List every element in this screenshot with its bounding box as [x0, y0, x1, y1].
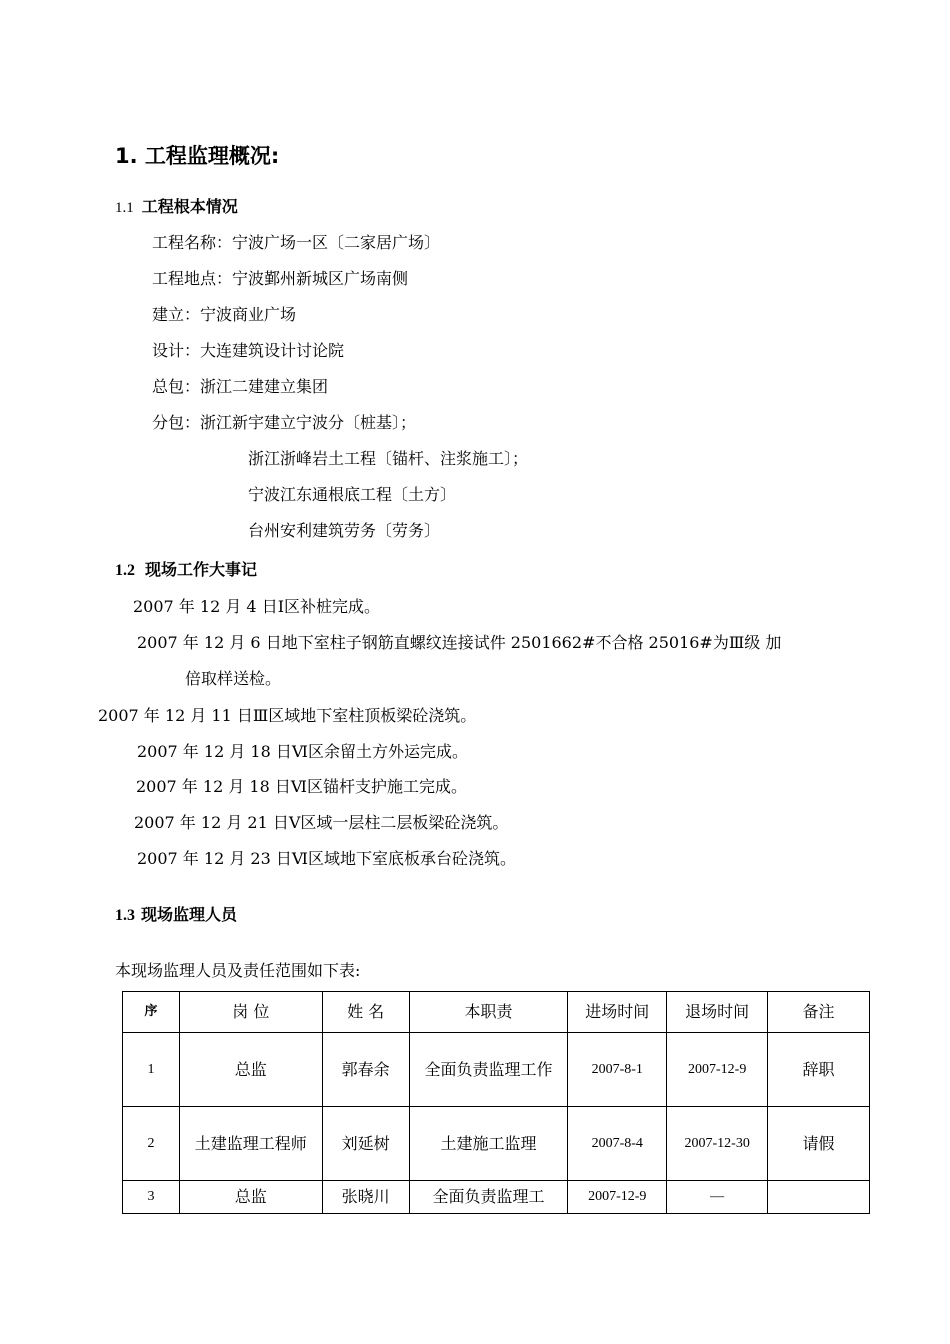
table-cell: 2007-12-30: [667, 1107, 768, 1181]
project-design: 设计：大连建筑设计讨论院: [152, 341, 345, 360]
project-name: 工程名称：宁波广场一区〔二家居广场〕: [152, 233, 441, 252]
section-title: 工程根本情况: [141, 197, 238, 216]
event-item-continuation: 倍取样送检。: [185, 669, 282, 688]
header-cell: 退场时间: [667, 992, 768, 1033]
event-item: 2007 年 12 月 11 日Ⅲ区域地下室柱顶板梁砼浇筑。: [98, 706, 477, 725]
table-cell: [768, 1181, 870, 1214]
table-cell: 2007-12-9: [667, 1033, 768, 1107]
project-subcontractor-3: 宁波江东通根底工程〔土方〕: [248, 485, 457, 504]
table-header-row: [123, 992, 870, 1033]
event-item: 2007 年 12 月 18 日Ⅵ区锚杆支护施工完成。: [136, 777, 467, 796]
table-cell: 土建施工监理: [409, 1107, 568, 1181]
header-cell: 岗 位: [179, 992, 322, 1033]
header-cell: 序: [123, 992, 180, 1033]
project-location: 工程地点：宁波鄞州新城区广场南侧: [152, 269, 409, 288]
event-item: 2007 年 12 月 6 日地下室柱子钢筋直螺纹连接试件 2501662#不合格 25016#为Ⅲ级 加: [137, 633, 782, 652]
staff-table: [122, 991, 870, 1214]
table-cell: 全面负责监理工: [409, 1181, 568, 1214]
section-title: 现场工作大事记: [145, 560, 258, 579]
table-cell: 总监: [179, 1033, 322, 1107]
header-cell: 姓 名: [322, 992, 409, 1033]
project-owner: 建立：宁波商业广场: [152, 305, 297, 324]
section-number: 1.1: [115, 200, 134, 216]
table-cell: 张晓川: [322, 1181, 409, 1214]
header-cell: 备注: [768, 992, 870, 1033]
table-row: [123, 1033, 870, 1107]
table-cell: 2007-8-1: [568, 1033, 667, 1107]
project-general-contractor: 总包：浙江二建建立集团: [152, 377, 329, 396]
heading-1: 1. 工程监理概况:: [115, 144, 280, 168]
table-cell: 总监: [179, 1181, 322, 1214]
table-cell: 郭春余: [322, 1033, 409, 1107]
table-row: [123, 1107, 870, 1181]
header-cell: 进场时间: [568, 992, 667, 1033]
section-number: 1.2: [115, 562, 135, 579]
table-cell: 土建监理工程师: [179, 1107, 322, 1181]
table-intro: 本现场监理人员及责任范围如下表:: [115, 961, 361, 980]
project-subcontractor-1: 分包：浙江新宇建立宁波分〔桩基〕；: [152, 413, 417, 432]
section-number: 1.3: [115, 907, 135, 924]
table-cell: 刘延树: [322, 1107, 409, 1181]
section-1-3-heading: [115, 902, 237, 925]
section-1-2-heading: [115, 557, 257, 580]
table-cell: —: [667, 1181, 768, 1214]
section-title: 现场监理人员: [141, 905, 238, 924]
event-item: 2007 年 12 月 18 日Ⅵ区余留土方外运完成。: [137, 742, 468, 761]
table-cell: 请假: [768, 1107, 870, 1181]
project-subcontractor-4: 台州安利建筑劳务〔劳务〕: [248, 521, 441, 540]
header-cell: 本职责: [409, 992, 568, 1033]
table-cell: 3: [123, 1181, 180, 1214]
table-cell: 2007-8-4: [568, 1107, 667, 1181]
table-cell: 2007-12-9: [568, 1181, 667, 1214]
section-1-1-heading: [115, 194, 238, 217]
table-row: [123, 1181, 870, 1214]
event-item: 2007 年 12 月 23 日Ⅵ区域地下室底板承台砼浇筑。: [137, 849, 516, 868]
event-item: 2007 年 12 月 21 日Ⅴ区域一层柱二层板梁砼浇筑。: [134, 813, 509, 832]
table-cell: 辞职: [768, 1033, 870, 1107]
table-cell: 1: [123, 1033, 180, 1107]
event-item: 2007 年 12 月 4 日Ⅰ区补桩完成。: [133, 597, 381, 616]
table-cell: 全面负责监理工作: [409, 1033, 568, 1107]
project-subcontractor-2: 浙江浙峰岩土工程〔锚杆、注浆施工〕；: [248, 449, 529, 468]
table-cell: 2: [123, 1107, 180, 1181]
